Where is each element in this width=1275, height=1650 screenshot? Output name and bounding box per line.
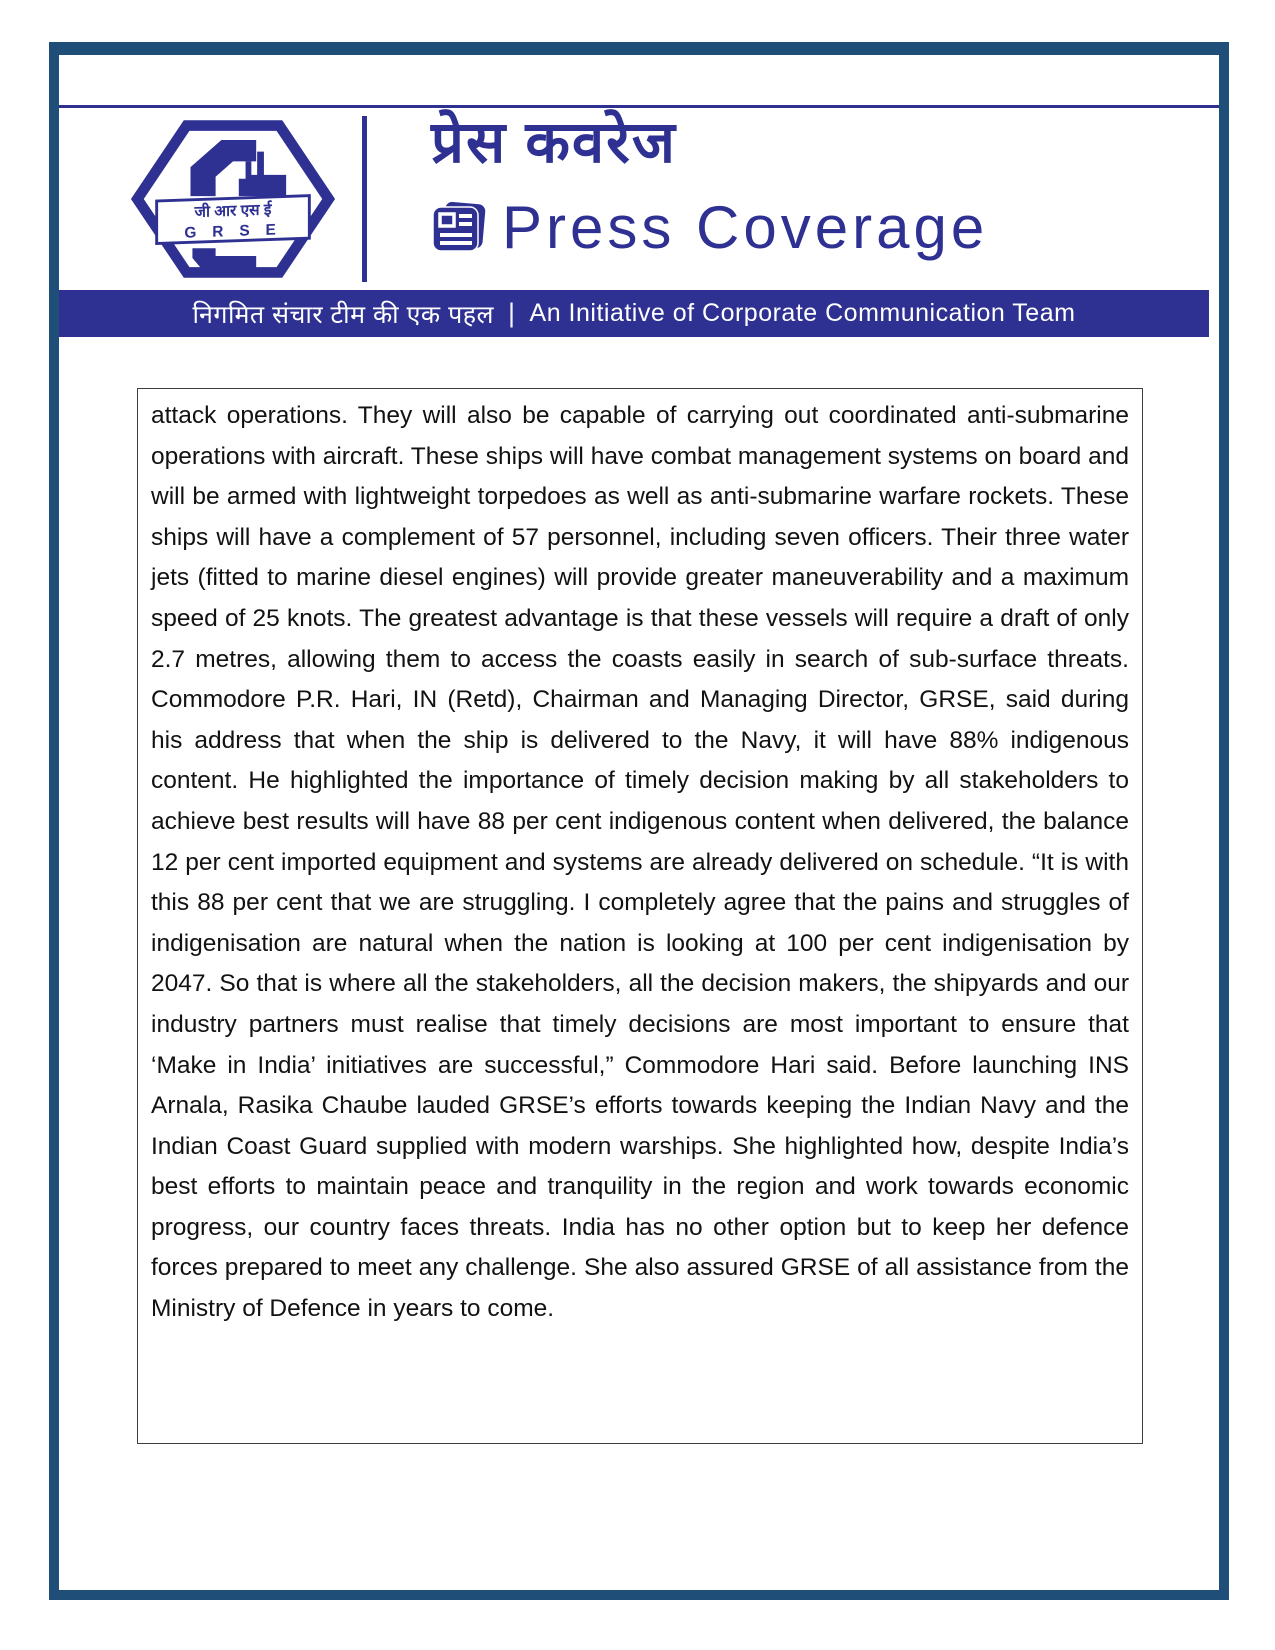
press-coverage-title-row bbox=[431, 194, 989, 261]
top-strip bbox=[59, 55, 1219, 105]
banner-text-hindi: निगमित संचार टीम की एक पहल bbox=[192, 300, 495, 329]
banner-text-english: An Initiative of Corporate Communication Team bbox=[529, 299, 1076, 327]
article-text-box bbox=[137, 388, 1143, 1444]
header bbox=[59, 108, 1219, 290]
logo-hindi-acronym: जी आर एस ई bbox=[194, 201, 272, 222]
article-body: attack operations. They will also be capable of carrying out coordinated anti-submarine operations with aircraft. These ships will have combat management systems on board and will be armed with lightweight torpedoes as well as anti-submarine warfare rockets. These ships will have a complement of 57 personnel, including seven officers. Their three water jets (fitted to marine diesel engines) will provide greater maneuverability and a maximum speed of 25 knots. The greatest advantage is that these vessels will require a draft of only 2.7 metres, allowing them to access the coasts easily in search of sub-surface threats. Commodore P.R. Hari, IN (Retd), Chairman and Managing Director, GRSE, said during his address that when the ship is delivered to the Navy, it will have 88% indigenous content. He highlighted the importance of timely decision making by all stakeholders to achieve best results will have 88 per cent indigenous content when delivered, the balance 12 per cent imported equipment and systems are already delivered on schedule. “It is with this 88 per cent that we are struggling. I completely agree that the pains and struggles of indigenisation are natural when the nation is looking at 100 per cent indigenisation by 2047. So that is where all the stakeholders, all the decision makers, the shipyards and our industry partners must realise that timely decisions are most important to ensure that ‘Make in India’ initiatives are successful,” Commodore Hari said. Before launching INS Arnala, Rasika Chaube lauded GRSE’s efforts towards keeping the Indian Navy and the Indian Coast Guard supplied with modern warships. She highlighted how, despite India’s best efforts to maintain peace and tranquility in the region and work towards economic progress, our country faces threats. India has no other option but to keep her defence forces prepared to meet any challenge. She also assured GRSE of all assistance from the Ministry of Defence in years to come. bbox=[151, 402, 1129, 1323]
initiative-banner bbox=[59, 290, 1209, 337]
grse-hexagon-logo-icon bbox=[127, 113, 339, 285]
press-coverage-title: Press Coverage bbox=[502, 194, 989, 261]
banner-divider: | bbox=[508, 298, 516, 328]
press-coverage-title-hindi: प्रेस कवरेज bbox=[431, 110, 677, 175]
newspaper-icon bbox=[431, 201, 487, 255]
header-vertical-divider bbox=[362, 116, 367, 282]
page-frame bbox=[49, 42, 1229, 1600]
logo-latin-acronym: G R S E bbox=[184, 221, 282, 242]
